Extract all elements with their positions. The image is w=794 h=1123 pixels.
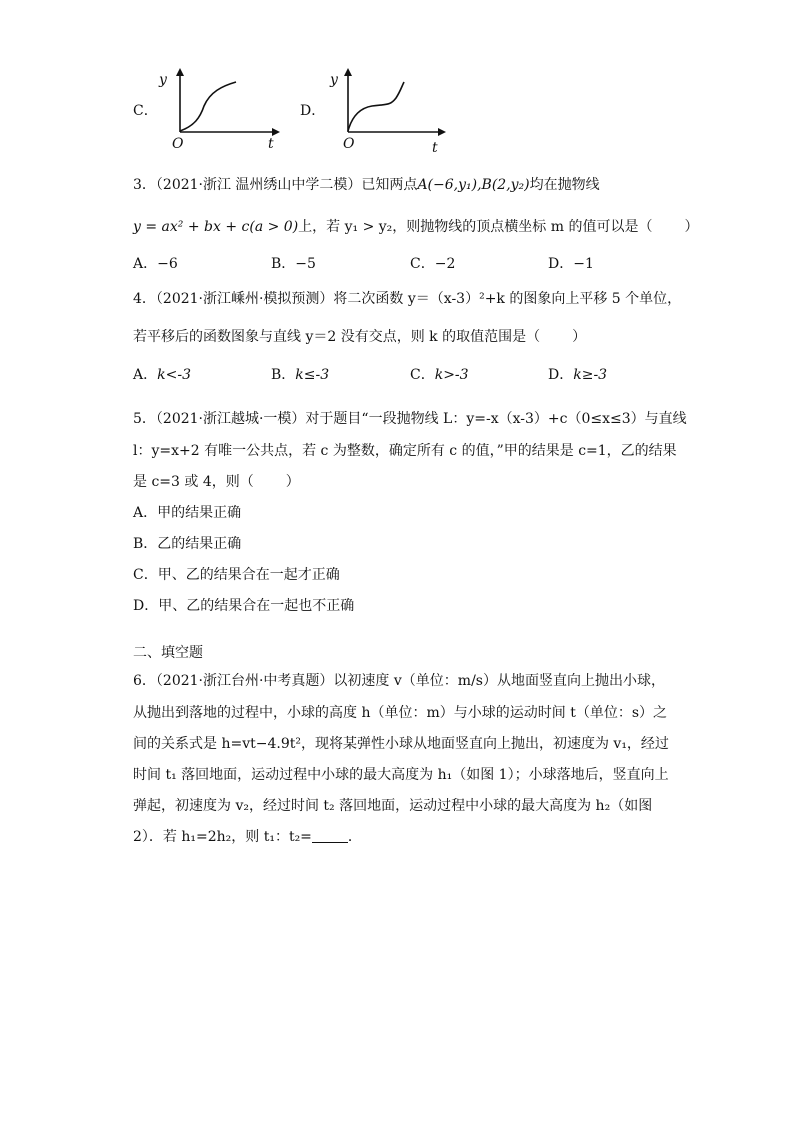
q3-option-d-value: −1: [573, 256, 594, 272]
q4-option-d[interactable]: [548, 368, 607, 382]
q4-option-d-value: k≥-3: [573, 367, 608, 383]
q5-stem-line1: 5．（2021·浙江越城·一模）对于题目“一段抛物线 L：y=-x（x-3）+c（0≤x≤3）与直线: [133, 411, 687, 427]
q4-stem-line1: 4．（2021·浙江嵊州·模拟预测）将二次函数 y＝（x-3）²+k 的图象向上平移 5 个单位，: [133, 291, 682, 307]
q3-option-b[interactable]: [271, 257, 316, 271]
q5-option-d[interactable]: D．甲、乙的结果合在一起也不正确: [133, 598, 355, 614]
q6-answer-blank[interactable]: [312, 830, 348, 843]
q4-option-b-label: B．: [271, 367, 296, 383]
q3-stem-line1: [133, 178, 600, 192]
q4-option-b-value: k≤-3: [295, 367, 330, 383]
q4-option-d-label: D．: [548, 367, 574, 383]
q6-stem-line6-end: ．: [347, 829, 362, 845]
graph-c-y-label: y: [159, 72, 167, 88]
q3-option-a-label: A．: [133, 256, 158, 272]
graph-c-t-label: t: [268, 136, 274, 152]
q4-stem-line2: [133, 330, 586, 344]
q3-option-c[interactable]: [410, 257, 455, 271]
q3-option-d-label: D．: [548, 256, 574, 272]
q3-option-d[interactable]: [548, 257, 594, 271]
q3-option-b-label: B．: [271, 256, 296, 272]
q3-paren-close: ）: [684, 219, 699, 235]
q3-option-c-value: −2: [434, 256, 456, 272]
q3-option-c-label: C．: [410, 256, 435, 272]
option-d-label: D．: [300, 103, 326, 119]
q6-stem-line1: 6．（2021·浙江台州·中考真题）以初速度 v（单位：m/s）从地面竖直向上抛出小球，: [133, 673, 665, 689]
q4-paren-close: ）: [572, 329, 587, 345]
q5-stem-line3-text: 是 c=3 或 4，则（: [133, 474, 254, 490]
q6-stem-line4: 时间 t₁ 落回地面，运动过程中小球的最大高度为 h₁（如图 1）；小球落地后，竖直向上: [133, 767, 669, 783]
q3-stem1-end: 均在抛物线: [529, 177, 600, 193]
q4-option-c[interactable]: [410, 368, 469, 382]
q3-formula: y = ax² + bx + c(a > 0): [133, 219, 299, 235]
q6-stem-line5: 弹起，初速度为 v₂，经过时间 t₂ 落回地面，运动过程中小球的最大高度为 h₂（如图: [133, 798, 653, 814]
graph-c-curve: [180, 82, 236, 131]
q4-option-a[interactable]: [133, 368, 191, 382]
q6-stem-line6: [133, 830, 362, 844]
graph-d-t-label: t: [432, 140, 438, 156]
q4-option-c-label: C．: [410, 367, 435, 383]
q5-stem-line2: l：y=x+2 有唯一公共点，若 c 为整数，确定所有 c 的值，”甲的结果是 c=1，乙的结果: [133, 443, 677, 459]
q3-option-a[interactable]: [133, 257, 178, 271]
q3-option-a-value: −6: [157, 256, 178, 272]
section-title-fill-in: 二、填空题: [133, 645, 203, 661]
graph-d-origin-label: O: [343, 136, 355, 152]
q5-option-a[interactable]: A．甲的结果正确: [133, 505, 242, 521]
q6-stem-line2: 从抛出到落地的过程中，小球的高度 h（单位：m）与小球的运动时间 t（单位：s）之: [133, 705, 668, 721]
q4-option-a-value: k<-3: [157, 367, 191, 383]
q4-option-a-label: A．: [133, 367, 158, 383]
q4-option-c-value: k>-3: [434, 367, 469, 383]
q3-points: A(−6,y₁),B(2,y₂): [417, 177, 530, 193]
q5-option-c[interactable]: C．甲、乙的结果合在一起才正确: [133, 567, 340, 583]
graph-c-x-arrow: [272, 128, 280, 136]
q5-stem-line3: [133, 475, 300, 489]
graph-d-y-label: y: [330, 72, 338, 88]
graph-c-y-arrow: [176, 68, 184, 76]
q6-stem-line6-text: 2）．若 h₁=2h₂，则 t₁：t₂=: [133, 829, 312, 845]
q6-stem-line3: 间的关系式是 h=vt−4.9t²，现将某弹性小球从地面竖直向上抛出，初速度为 v₁，经过: [133, 736, 669, 752]
q3-option-b-value: −5: [295, 256, 316, 272]
graph-d-x-arrow: [438, 128, 446, 136]
q3-stem-line2: [133, 220, 698, 234]
q5-paren-close: ）: [285, 474, 300, 490]
q4-option-b[interactable]: [271, 368, 329, 382]
graph-c-origin-label: O: [172, 136, 184, 152]
graph-d-y-arrow: [344, 68, 352, 76]
q4-stem-line2-text: 若平移后的函数图象与直线 y＝2 没有交点，则 k 的取值范围是（: [133, 329, 541, 345]
q3-stem2: 上，若 y₁ > y₂，则抛物线的顶点横坐标 m 的值可以是（: [298, 219, 653, 235]
graph-d-curve: [348, 82, 404, 131]
option-c-label: C．: [133, 103, 158, 119]
q5-option-b[interactable]: B．乙的结果正确: [133, 536, 242, 552]
q3-source: 3．（2021·浙江 温州绣山中学二模）已知两点: [133, 177, 418, 193]
